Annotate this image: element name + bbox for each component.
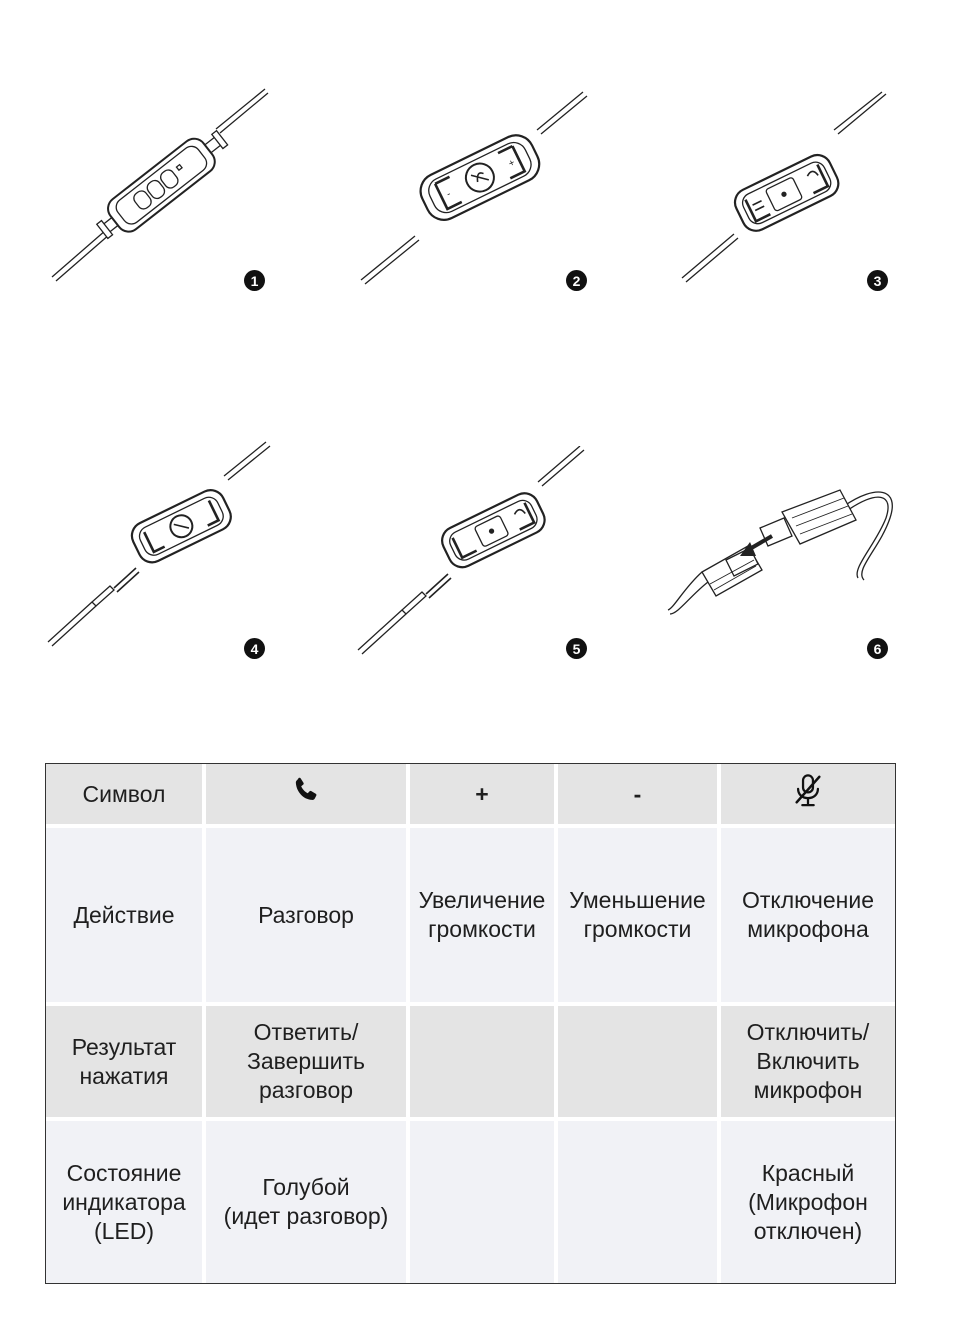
symbol-call-cell (206, 764, 410, 828)
figure-4 (40, 440, 280, 655)
inline-control-illustration (40, 85, 280, 295)
figure-5 (352, 446, 592, 661)
figure-1 (40, 85, 280, 295)
figure-2 (355, 90, 595, 290)
figure-number-6: 6 (867, 638, 888, 659)
symbol-volume-up: + (410, 764, 558, 828)
function-table (45, 763, 896, 1284)
inline-control-illustration (40, 440, 280, 655)
table-row-symbol (46, 764, 895, 828)
row-label-symbol: Символ (46, 764, 206, 828)
figure-3 (676, 90, 896, 290)
symbol-volume-down: - (558, 764, 721, 828)
figure-number-2: 2 (566, 270, 587, 291)
mic-mute-icon (791, 772, 825, 810)
table-cell: Отключить/ Включить микрофон (721, 1006, 895, 1121)
inline-control-illustration (352, 446, 592, 661)
inline-control-illustration (355, 90, 595, 290)
row-label-action: Действие (46, 828, 206, 1006)
table-cell (410, 1121, 558, 1283)
svg-text:+: + (506, 157, 517, 170)
table-cell: Уменьшение громкости (558, 828, 721, 1006)
phone-icon (290, 775, 322, 807)
row-label-led: Состояние индикатора (LED) (46, 1121, 206, 1283)
table-cell: Красный (Микрофон отключен) (721, 1121, 895, 1283)
table-cell (558, 1006, 721, 1121)
figure-6 (664, 478, 904, 618)
table-cell: Разговор (206, 828, 410, 1006)
table-cell (410, 1006, 558, 1121)
figure-number-3: 3 (867, 270, 888, 291)
table-cell (558, 1121, 721, 1283)
row-label-result: Результат нажатия (46, 1006, 206, 1121)
figure-number-4: 4 (244, 638, 265, 659)
table-cell: Увеличение громкости (410, 828, 558, 1006)
figure-number-5: 5 (566, 638, 587, 659)
qd-connector-illustration (664, 478, 904, 618)
symbol-mute-cell (721, 764, 895, 828)
table-cell: Ответить/ Завершить разговор (206, 1006, 410, 1121)
table-row-action (46, 828, 895, 1006)
figure-number-1: 1 (244, 270, 265, 291)
svg-text:-: - (444, 188, 453, 201)
table-cell: Голубой (идет разговор) (206, 1121, 410, 1283)
table-row-result (46, 1006, 895, 1121)
inline-control-illustration (676, 90, 896, 290)
table-cell: Отключение микрофона (721, 828, 895, 1006)
table-row-led (46, 1121, 895, 1283)
